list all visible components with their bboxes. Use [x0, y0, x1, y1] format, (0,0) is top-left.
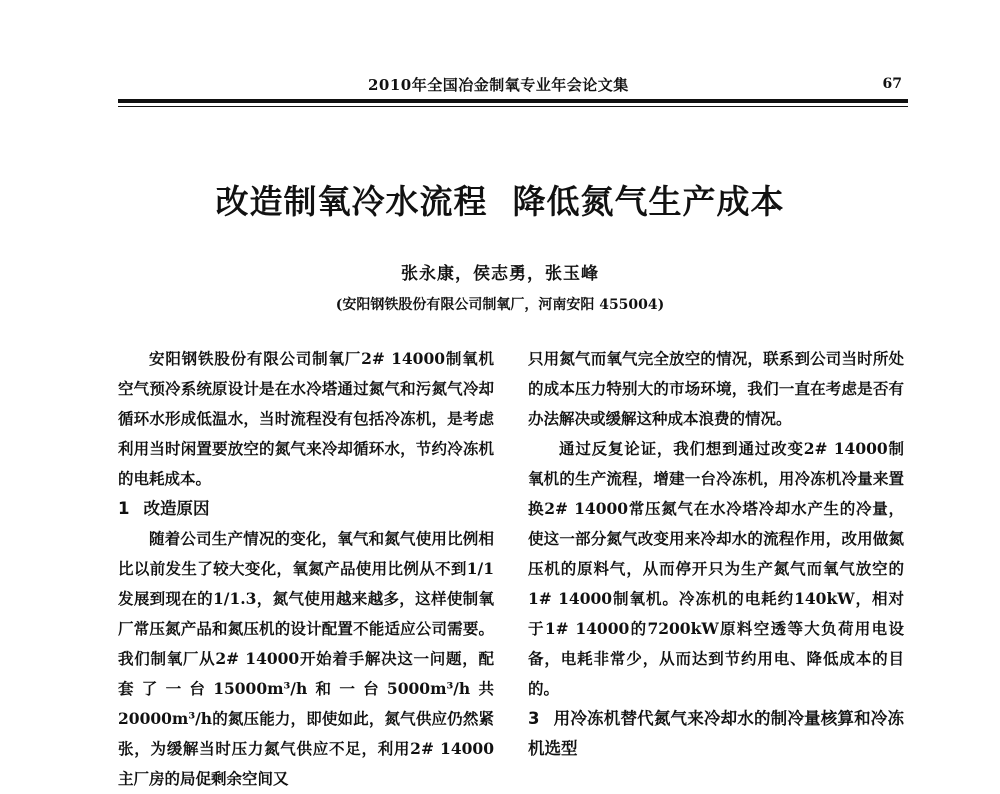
right-column: [528, 344, 904, 764]
section-1-paragraph: 随着公司生产情况的变化，氧气和氮气使用比例相比以前发生了较大变化，氧氮产品使用比例从不到1/1发展到现在的1/1.3，氮气使用越来越多，这样使制氧厂常压氮产品和氮压机的设计配置不能适应公司需要。我们制氧厂从2# 14000开始着手解决这一问题，配套了一台15000m³/h和一台5000m³/h共20000m³/h的氮压能力，即使如此，氮气供应仍然紧张，为缓解当时压力氮气供应不足，利用2# 14000主厂房的局促剩余空间又: [118, 529, 494, 788]
section-1-heading: [118, 494, 494, 524]
journal-title: 2010年全国冶金制氧专业年会论文集: [368, 76, 629, 94]
authors: 张永康，侯志勇，张玉峰: [401, 264, 599, 284]
paper-title: 改造制氧冷水流程 降低氮气生产成本: [215, 182, 785, 221]
header-rule-thick: [118, 99, 908, 103]
section-1-number: 1: [118, 499, 130, 518]
section-3-number: 3: [528, 709, 540, 728]
running-header: [118, 74, 908, 98]
continued-paragraph: 只用氮气而氧气完全放空的情况，联系到公司当时所处的成本压力特别大的市场环境，我们一直在考虑是否有办法解决或缓解这种成本浪费的情况。: [528, 349, 904, 428]
section-3-title: 用冷冻机替代氮气来冷却水的制冷量核算和冷冻机选型: [528, 709, 904, 758]
page-number: 67: [882, 76, 902, 92]
left-column: [118, 344, 494, 794]
intro-paragraph: 安阳钢铁股份有限公司制氧厂2# 14000制氧机空气预冷系统原设计是在水冷塔通过氮气和污氮气冷却循环水形成低温水，当时流程没有包括冷冻机，是考虑利用当时闲置要放空的氮气来冷却循环水，节约冷冻机的电耗成本。: [118, 349, 494, 488]
section-1-title: 改造原因: [143, 499, 210, 518]
solution-paragraph: 通过反复论证，我们想到通过改变2# 14000制氧机的生产流程，增建一台冷冻机，用冷冻机冷量来置换2# 14000常压氮气在水冷塔冷却水产生的冷量，使这一部分氮气改变用来冷却水的流程作用，改用做氮压机的原料气，从而停开只为生产氮气而氧气放空的1# 14000制氧机。冷冻机的电耗约140kW，相对于1# 14000的7200kW原料空透等大负荷用电设备，电耗非常少，从而达到节约用电、降低成本的目的。: [528, 439, 904, 698]
header-rule-thin: [118, 106, 908, 107]
affiliation: (安阳钢铁股份有限公司制氧厂，河南安阳 455004): [335, 297, 665, 313]
section-3-heading: [528, 704, 904, 764]
